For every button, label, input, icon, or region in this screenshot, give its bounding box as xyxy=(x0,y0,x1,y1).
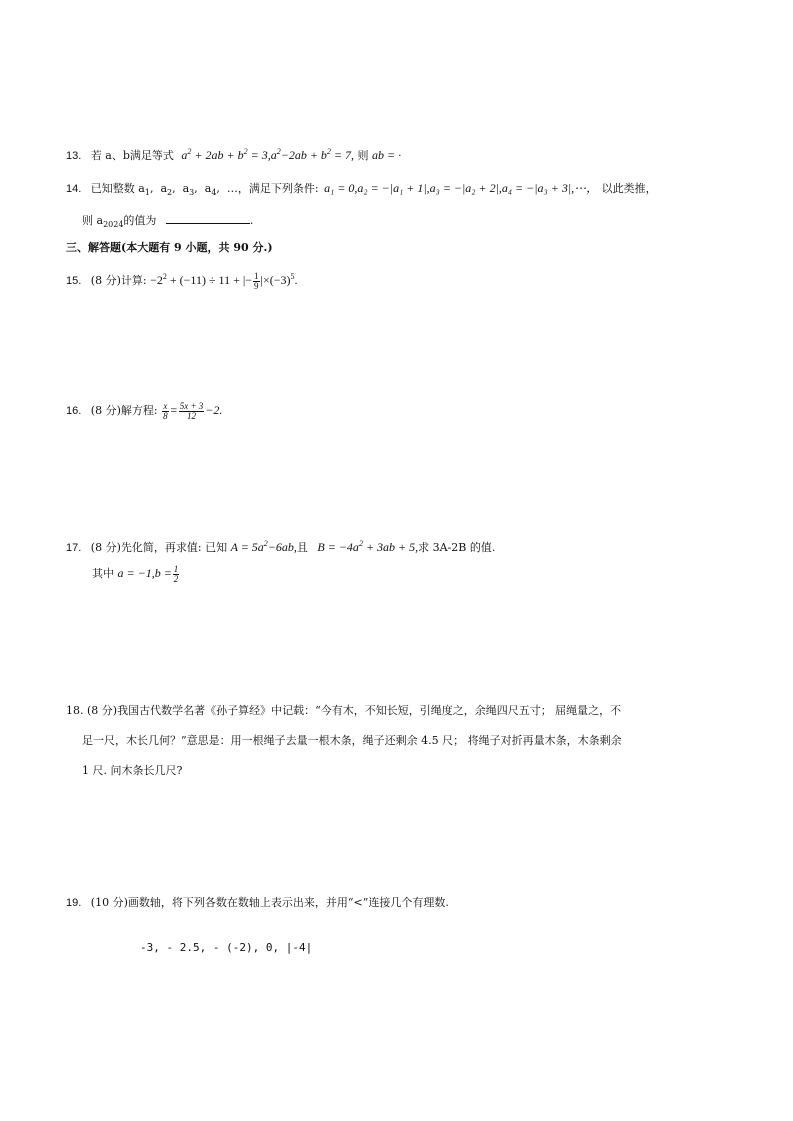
q19-text: (10 分)画数轴，将下列各数在数轴上表示出来，并用“<”连接几个有理数. xyxy=(90,896,449,909)
q14-answer-blank[interactable] xyxy=(166,213,250,224)
q16-equation: $\frac{x}{8}$ = $\frac{5x + 3}{12}$ −2. xyxy=(163,400,223,421)
q16-number: 16. xyxy=(66,405,82,417)
q17-B-definition: $B = -4a^2 + 3ab + 5$, xyxy=(317,539,419,554)
section-3-heading: 三、解答题(本大题有 9 小题，共 90 分.) xyxy=(66,241,273,254)
q13-then: 则 xyxy=(357,149,369,162)
q13-equation-1: $a^2 + 2ab + b^2 = 3,a^2-2ab + b^2 = 7$, xyxy=(181,147,355,162)
q13-number: 13. xyxy=(66,150,82,162)
q17-number: 17. xyxy=(66,542,82,554)
q17-ask: 求 3A-2B 的值. xyxy=(418,541,496,554)
question-17-line-2 xyxy=(92,563,180,584)
question-18-line-2: 足一尺，木长几何？”意思是：用一根绳子去量一根木条，绳子还剩余 4.5 尺； 将绳子对折再量木条，木条剩余 xyxy=(82,734,622,747)
q17-values: a = −1,b = $\frac{1}{2}$ xyxy=(117,563,179,584)
q17-and: 且 xyxy=(296,541,308,554)
q17-where: 其中 xyxy=(92,567,114,580)
question-19 xyxy=(66,896,449,910)
q17-label: (8 分)先化简，再求值: 已知 xyxy=(90,541,228,554)
question-19-numbers: -3, - 2.5, - (-2), 0, |-4| xyxy=(140,941,313,954)
question-18-line-1: 18. (8 分)我国古代数学名著《孙子算经》中记载：“今有木，不知长短，引绳度之，余绳四尺五寸； 屈绳量之，不 xyxy=(66,704,622,717)
q15-label: (8 分)计算: xyxy=(90,274,147,287)
question-13 xyxy=(66,148,401,163)
q15-number: 15. xyxy=(66,275,82,287)
q14-tail: 以此类推， xyxy=(601,182,657,195)
question-18-line-3: 1 尺. 问木条长几尺? xyxy=(82,764,183,777)
q14-conditions: a₁ = 0,a₂ = −|a₁ + 1|,a₃ = −|a₂ + 2|,a₄ = −|a₃ + 3|,⋯， xyxy=(324,181,599,195)
question-17 xyxy=(66,540,495,555)
q13-text: 若 a、b满足等式 xyxy=(90,149,174,162)
q14-period: . xyxy=(249,214,254,227)
question-14-line-2 xyxy=(82,213,253,228)
q14-number: 14. xyxy=(66,183,82,195)
q19-number: 19. xyxy=(66,897,82,909)
q14-text: 已知整数 $a_1$, $a_2$, $a_3$, $a_4$, …，满足下列条件: xyxy=(90,182,319,198)
q16-label: (8 分)解方程: xyxy=(90,404,158,417)
q14-subscript: 2024 xyxy=(103,220,124,230)
question-16 xyxy=(66,400,222,421)
q17-A-definition: $A = 5a^2-6ab$, xyxy=(230,539,297,554)
q13-ask: ab = · xyxy=(372,148,402,162)
q14-ask-tail: 的值为 xyxy=(123,214,157,227)
question-14 xyxy=(66,181,657,196)
q15-expression: $-2^2 + (-11) \div 11$ + |− $\frac{1}{9}$ $|\times(-3)^5$. xyxy=(150,270,298,291)
question-15 xyxy=(66,271,297,291)
q14-ask: 则 a xyxy=(82,214,104,227)
